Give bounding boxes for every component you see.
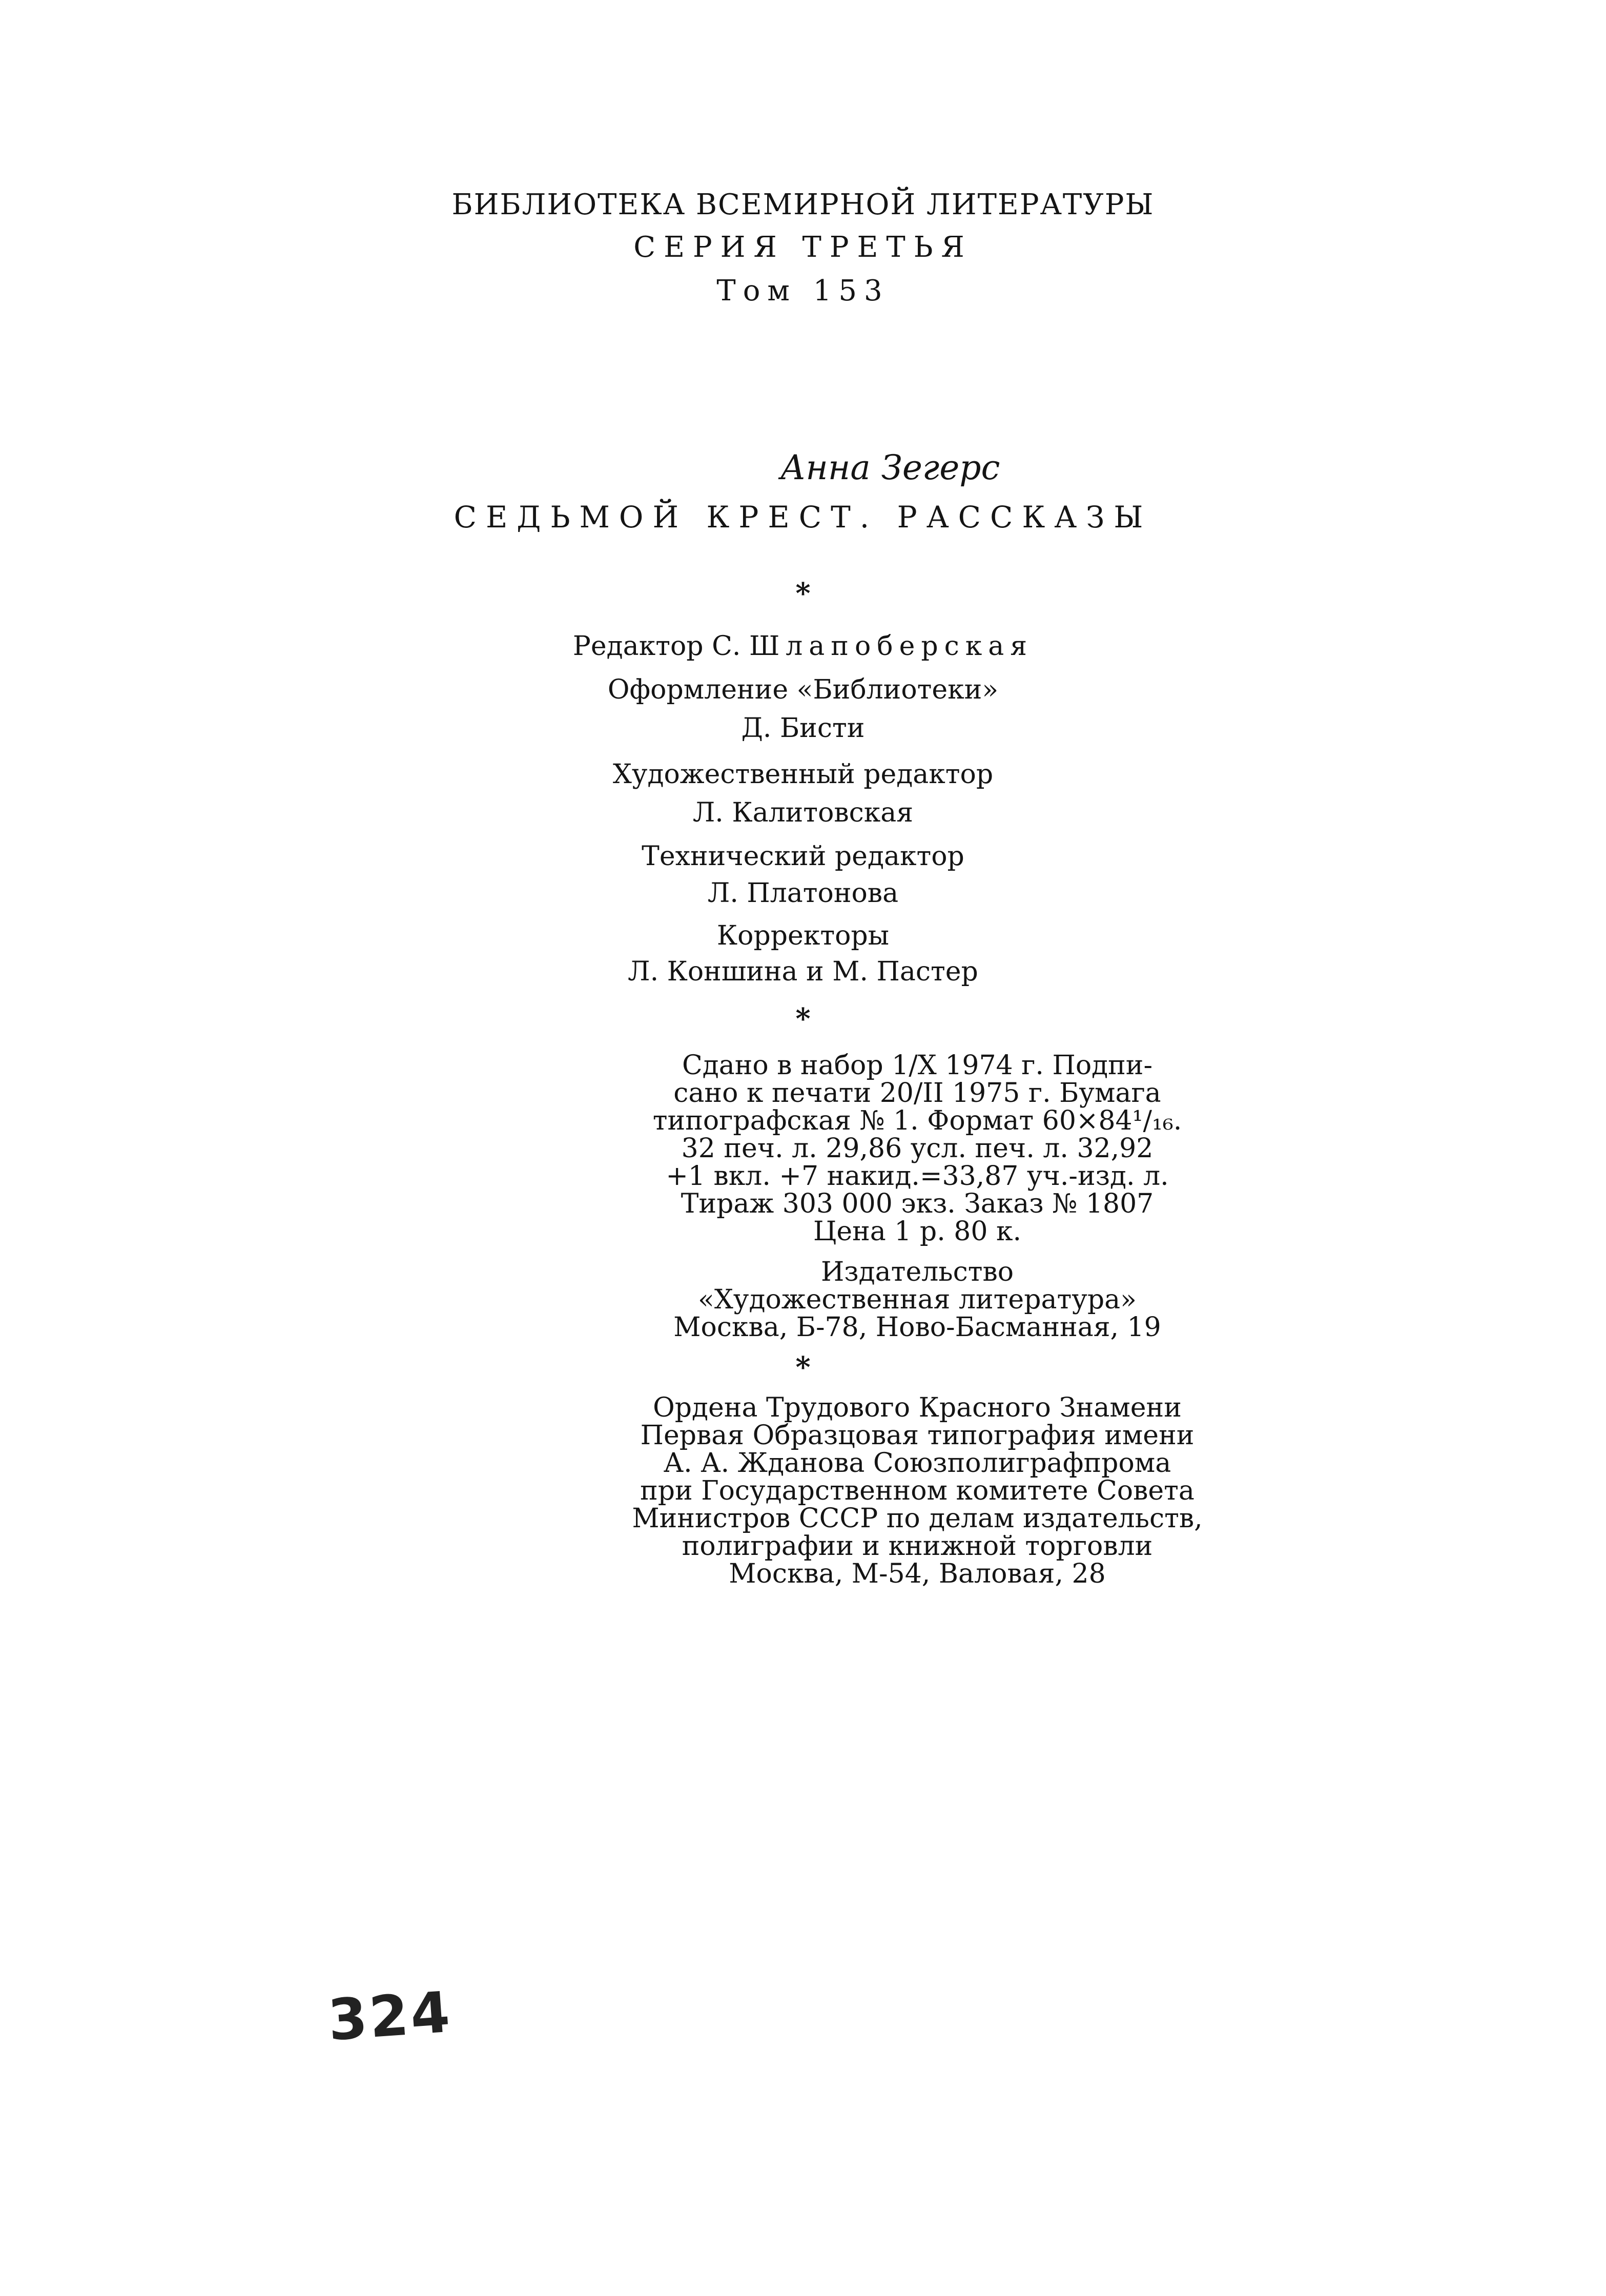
printer-line: полиграфии и книжной торговли bbox=[682, 1531, 1153, 1562]
printer-line: Первая Образцовая типография имени bbox=[640, 1420, 1195, 1451]
art-editor-label: Художественный редактор bbox=[612, 759, 994, 790]
publisher-line: Москва, Б-78, Ново-Басманная, 19 bbox=[673, 1312, 1161, 1343]
print-info-line: сано к печати 20/II 1975 г. Бумага bbox=[673, 1078, 1161, 1109]
separator-star-3: * bbox=[795, 1350, 811, 1384]
printer-line: Москва, М-54, Валовая, 28 bbox=[729, 1559, 1106, 1589]
art-editor-name: Л. Калитовская bbox=[692, 797, 914, 828]
tech-editor-name: Л. Платонова bbox=[707, 878, 899, 909]
print-info-line: 32 печ. л. 29,86 усл. печ. л. 32,92 bbox=[681, 1133, 1154, 1164]
handwritten-page-number: 324 bbox=[325, 1979, 454, 2054]
printer-line: А. А. Жданова Союзполиграфпрома bbox=[663, 1448, 1171, 1479]
separator-star-1: * bbox=[795, 577, 811, 610]
editor-name: Шлапоберская bbox=[749, 631, 1034, 662]
editor-label: Редактор С. bbox=[572, 631, 741, 662]
publisher-line: «Художественная литература» bbox=[698, 1284, 1137, 1315]
series-label: СЕРИЯ ТРЕТЬЯ bbox=[633, 231, 973, 264]
printer-line: Ордена Трудового Красного Знамени bbox=[653, 1392, 1182, 1423]
print-info-block bbox=[615, 1052, 1220, 1245]
print-info-line: Сдано в набор 1/X 1974 г. Подпи- bbox=[682, 1050, 1153, 1081]
book-title: СЕДЬМОЙ КРЕСТ. РАССКАЗЫ bbox=[454, 500, 1152, 535]
separator-star-2: * bbox=[795, 1002, 811, 1036]
design-name: Д. Бисти bbox=[741, 713, 865, 744]
print-info-line: типографская № 1. Формат 60×84¹/₁₆. bbox=[652, 1105, 1182, 1136]
print-info-line: Тираж 303 000 экз. Заказ № 1807 bbox=[681, 1188, 1154, 1219]
printer-block bbox=[615, 1394, 1220, 1588]
library-series-name: БИБЛИОТЕКА ВСЕМИРНОЙ ЛИТЕРАТУРЫ bbox=[451, 188, 1155, 221]
design-label: Оформление «Библиотеки» bbox=[607, 674, 999, 705]
author-name: Анна Зегерс bbox=[780, 448, 1000, 487]
proofreaders-label: Корректоры bbox=[716, 920, 890, 951]
printer-line: Министров СССР по делам издательств, bbox=[632, 1503, 1203, 1534]
print-info-line: Цена 1 р. 80 к. bbox=[813, 1216, 1021, 1247]
print-info-line: +1 вкл. +7 накид.=33,87 уч.-изд. л. bbox=[666, 1161, 1169, 1192]
proofreaders-names: Л. Коншина и М. Пастер bbox=[628, 956, 978, 987]
publisher-line: Издательство bbox=[820, 1257, 1014, 1287]
publisher-block bbox=[615, 1258, 1220, 1341]
volume-number: Том 153 bbox=[716, 274, 890, 308]
editor-credit bbox=[0, 633, 1606, 660]
printer-line: при Государственном комитете Совета bbox=[640, 1475, 1195, 1506]
tech-editor-label: Технический редактор bbox=[642, 841, 964, 872]
